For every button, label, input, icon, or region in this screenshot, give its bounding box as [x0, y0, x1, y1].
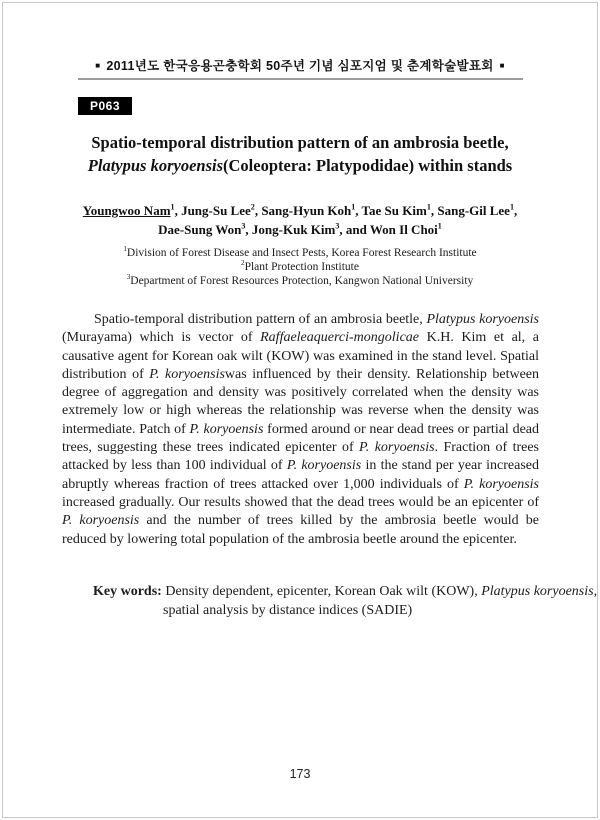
paper-title [0, 131, 600, 177]
text-segment: , Jong-Kuk Kim [245, 222, 336, 237]
text-segment: increased gradually. Our results showed that the dead trees would be an epicenter of [62, 494, 539, 510]
author-list [0, 201, 600, 239]
affiliation-line [0, 274, 600, 288]
text-segment: 2 [250, 202, 255, 212]
keywords-section [93, 583, 600, 620]
affiliation-sup: 1 [123, 245, 127, 254]
text-segment: P. koryoensis [463, 476, 539, 492]
affiliation-sup: 2 [241, 259, 245, 268]
text-segment: , Jung-Su Lee [174, 203, 251, 218]
affiliation-sup: 3 [126, 273, 131, 282]
text-segment: , Sang-Gil Lee [430, 203, 510, 218]
text-segment: , Sang-Hyun Koh [254, 203, 352, 218]
text-segment: 1 [351, 202, 356, 212]
text-segment: Platypus koryoensis [481, 584, 594, 599]
text-segment: in the stand per year increased abruptly whereas fraction of trees attacked over 1,000 individuals of [62, 458, 540, 492]
square-bullet-icon: ■ [499, 61, 505, 70]
text-segment: Platypus koryoensis [426, 312, 539, 327]
text-segment: P. koryoensis [189, 421, 264, 437]
text-segment: P. koryoensis [286, 458, 362, 474]
page-number: 173 [289, 767, 311, 781]
conference-header [0, 56, 600, 74]
abstract-paragraph [62, 311, 539, 549]
text-segment: 1 [509, 202, 514, 212]
text-segment: Youngwoo Nam [82, 203, 171, 218]
text-segment: was influenced by their density. Relationship between degree of aggregation and density was positively correlated when the density was extremely low or high whereas the relationship was reverse when the density was intermediate. Patch of [62, 366, 539, 437]
text-segment: (Murayama) which is vector of [62, 330, 261, 346]
text-segment: Density dependent, epicenter, Korean Oak wilt (KOW), [161, 584, 482, 599]
text-segment: P. koryoensis [62, 513, 140, 529]
text-segment: Spatio-temporal distribution pattern of an ambrosia beetle, [91, 133, 509, 152]
square-bullet-icon: ■ [95, 61, 101, 70]
text-segment: Spatio-temporal distribution pattern of an ambrosia beetle, [94, 312, 427, 327]
text-segment: , and Won Il Choi [339, 222, 438, 237]
text-segment: K.H. Kim et al, a causative agent for Korean oak wilt (KOW) was examined in the stand level. Spatial distribution of [62, 330, 539, 382]
text-segment: , [513, 203, 518, 218]
affiliation-text: Plant Protection Institute [244, 261, 359, 273]
text-segment: . Fraction of trees attacked by less than 100 individual of [62, 440, 540, 474]
text-segment: 3 [241, 221, 246, 231]
text-segment: (Coleoptera: Platypodidae) within stands [223, 156, 513, 175]
text-segment: Dae-Sung Won [158, 222, 242, 237]
header-divider-rule [78, 78, 523, 80]
text-segment: , spatial analysis by distance indices (SADIE) [163, 584, 598, 618]
text-segment: 3 [335, 221, 340, 231]
text-segment: 1 [426, 202, 431, 212]
text-segment: and the number of trees killed by the ambrosia beetle would be reduced by lowering total population of the ambrosia beetle around the epicenter. [62, 513, 539, 547]
text-segment: Platypus koryoensis [87, 156, 223, 175]
keywords-text [162, 584, 597, 618]
text-segment: P. koryoensis [359, 440, 435, 456]
text-segment: 1 [170, 202, 175, 212]
keywords-label: Key words: [93, 584, 162, 599]
text-segment: , Tae Su Kim [355, 203, 427, 218]
poster-number-badge: P063 [78, 97, 132, 115]
text-segment: 1 [437, 221, 442, 231]
text-segment: Raffaeleaquerci-mongolicae [260, 330, 419, 346]
affiliation-line [0, 246, 600, 260]
affiliation-line [0, 260, 600, 274]
affiliation-text: Division of Forest Disease and Insect Pests, Korea Forest Research Institute [126, 247, 477, 259]
affiliation-text: Department of Forest Resources Protection, Kangwon National University [130, 275, 474, 287]
text-segment: formed around or near dead trees or partial dead trees, suggesting these trees indicated epicenter of [62, 421, 540, 456]
text-segment: P. koryoensis [149, 366, 225, 382]
conference-header-text: 2011년도 한국응용곤충학회 50주년 기념 심포지엄 및 춘계학술발표회 [106, 59, 494, 73]
affiliation-block [0, 246, 600, 288]
